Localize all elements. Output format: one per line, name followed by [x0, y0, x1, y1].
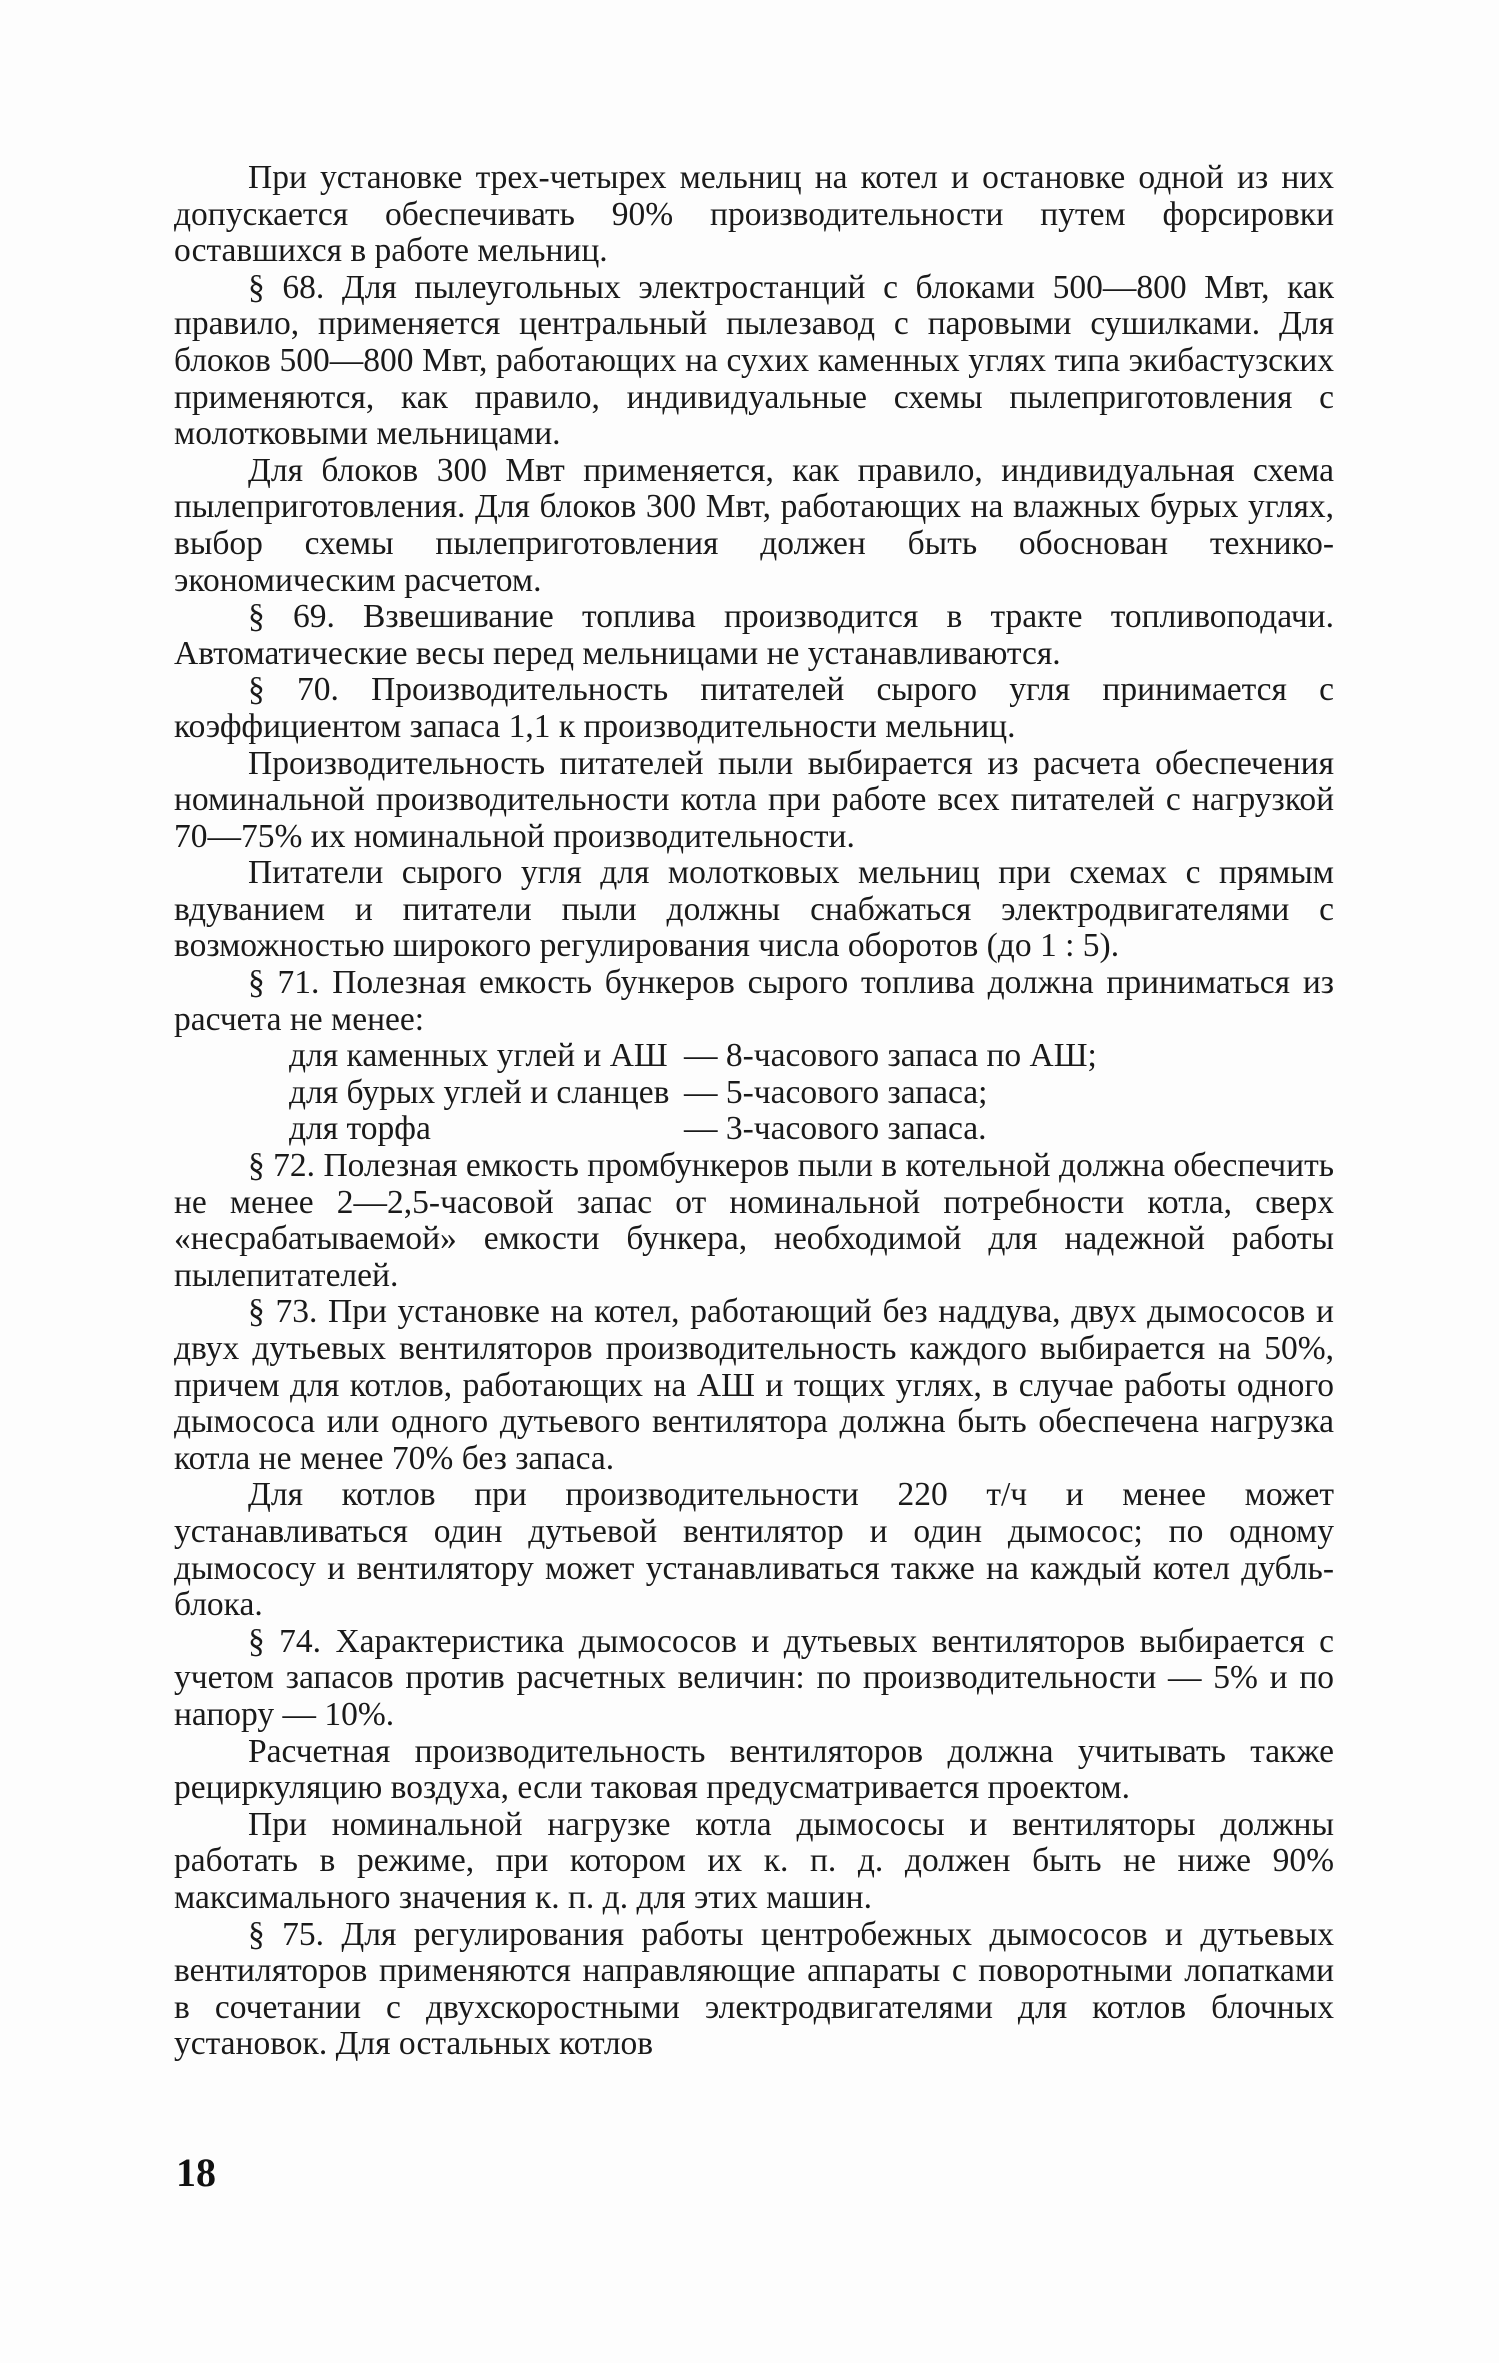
paragraph-5: § 70. Производительность питателей сырого угля принимается с коэффициентом запаса 1,1 к производительности мельниц.: [174, 671, 1334, 745]
paragraph-15: § 75. Для регулирования работы центробежных дымососов и дутьевых вентиляторов применяются направляющие аппараты с поворотными лопатками в сочетании с двухскоростными электродвигателями для котлов блочных установок. Для остальных котлов: [174, 1915, 1334, 2063]
paragraph-13: Расчетная производительность вентиляторов должна учитывать также рециркуляцию воздуха, если таковая предусматривается проектом.: [174, 1732, 1334, 1807]
paragraph-8: § 71. Полезная емкость бункеров сырого топлива должна приниматься из расчета не менее:: [174, 964, 1334, 1038]
paragraph-14: При номинальной нагрузке котла дымососы и вентиляторы должны работать в режиме, при котором их к. п. д. должен быть не ниже 90% максимального значения к. п. д. для этих машин.: [174, 1805, 1334, 1916]
list-item-coal: [174, 1038, 1334, 1075]
paragraph-1: При установке трех-четырех мельниц на котел и остановке одной из них допускается обеспечивать 90% производительности путем форсировки оставшихся в работе мельниц.: [174, 159, 1334, 270]
list-item-label: для бурых углей и сланцев: [289, 1073, 670, 1111]
paragraph-10: § 73. При установке на котел, работающий без наддува, двух дымососов и двух дутьевых вентиляторов производительность каждого выбирается на 50%, причем для котлов, работающих на АШ и тощих углях, в случае работы одного дымососа или одного дутьевого вентилятора должна быть обеспечена нагрузка котла не менее 70% без запаса.: [174, 1293, 1334, 1477]
list-item-value: — 5-часового запаса;: [684, 1073, 988, 1111]
paragraph-6: Производительность питателей пыли выбирается из расчета обеспечения номинальной производительности котла при работе всех питателей с нагрузкой 70—75% их номинальной производительности.: [174, 744, 1334, 855]
paragraph-11: Для котлов при производительности 220 т/ч и менее может устанавливаться один дутьевой вентилятор и один дымосос; по одному дымососу и вентилятору может устанавливаться также на каждый котел дубль-блока.: [174, 1476, 1334, 1624]
paragraph-2: § 68. Для пылеугольных электростанций с блоками 500—800 Мвт, как правило, применяется центральный пылезавод с паровыми сушилками. Для блоков 500—800 Мвт, работающих на сухих каменных углях типа экибастузских применяются, как правило, индивидуальные схемы пылеприготовления с молотковыми мельницами.: [174, 268, 1334, 453]
paragraph-9: § 72. Полезная емкость промбункеров пыли в котельной должна обеспечить не менее 2—2,5-часовой запас от номинальной потребности котла, сверх «несрабатываемой» емкости бункера, необходимой для надежной работы пылепитателей.: [174, 1147, 1334, 1294]
list-item-label: для торфа: [289, 1110, 431, 1148]
paragraph-4: § 69. Взвешивание топлива производится в тракте топливоподачи. Автоматические весы перед мельницами не устанавливаются.: [174, 598, 1334, 672]
list-item-value: — 8-часового запаса по АШ;: [684, 1037, 1097, 1075]
paragraph-7: Питатели сырого угля для молотковых мельниц при схемах с прямым вдуванием и питатели пыли должны снабжаться электродвигателями с возможностью широкого регулирования числа оборотов (до 1 : 5).: [174, 854, 1334, 965]
body-text: [174, 160, 1334, 2063]
page-number: 18: [176, 2150, 216, 2195]
list-item-peat: [174, 1111, 1334, 1148]
list-item-label: для каменных углей и АШ: [289, 1037, 668, 1075]
paragraph-3: Для блоков 300 Мвт применяется, как правило, индивидуальная схема пылеприготовления. Для блоков 300 Мвт, работающих на влажных бурых углях, выбор схемы пылеприготовления должен быть обоснован технико-экономическим расчетом.: [174, 451, 1334, 599]
paragraph-12: § 74. Характеристика дымососов и дутьевых вентиляторов выбирается с учетом запасов против расчетных величин: по производительности — 5% и по напору — 10%.: [174, 1622, 1334, 1733]
list-item-value: — 3-часового запаса.: [684, 1110, 987, 1148]
list-item-brown-coal: [174, 1075, 1334, 1112]
